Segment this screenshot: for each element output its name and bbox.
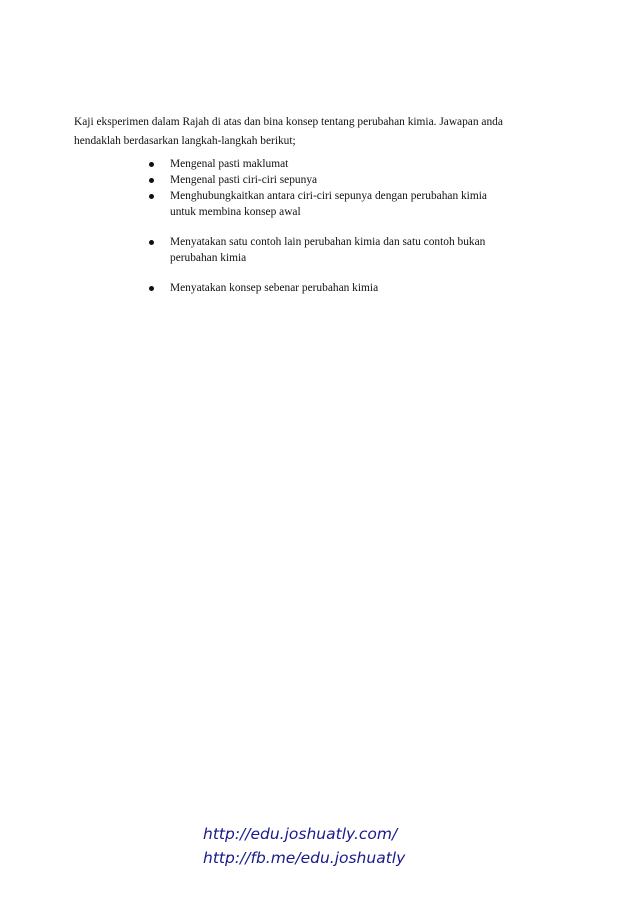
footer-link-website[interactable]: http://edu.joshuatly.com/ xyxy=(203,825,398,843)
bullet-icon xyxy=(149,286,154,291)
bullet-icon xyxy=(149,178,154,183)
footer-links xyxy=(203,822,463,870)
step-text-continued: perubahan kimia xyxy=(170,252,247,264)
step-text: Mengenal pasti ciri-ciri sepunya xyxy=(170,174,318,186)
footer-link-facebook[interactable]: http://fb.me/edu.joshuatly xyxy=(203,849,406,867)
list-item xyxy=(146,280,566,296)
bullet-icon xyxy=(149,162,154,167)
step-text: Menghubungkaitkan antara ciri-ciri sepunya dengan perubahan kimia xyxy=(170,190,487,202)
intro-paragraph xyxy=(74,113,564,151)
step-text: Menyatakan konsep sebenar perubahan kimia xyxy=(170,282,379,294)
bullet-icon xyxy=(149,240,154,245)
step-text: Menyatakan satu contoh lain perubahan kimia dan satu contoh bukan xyxy=(170,236,486,248)
step-text: Mengenal pasti maklumat xyxy=(170,158,289,170)
list-item xyxy=(146,234,566,266)
bullet-icon xyxy=(149,194,154,199)
steps-list xyxy=(146,156,566,296)
step-text-continued: untuk membina konsep awal xyxy=(170,206,301,218)
intro-line-2: hendaklah berdasarkan langkah-langkah berikut; xyxy=(74,135,296,147)
list-item xyxy=(146,156,566,172)
list-item xyxy=(146,188,566,220)
intro-line-1: Kaji eksperimen dalam Rajah di atas dan bina konsep tentang perubahan kimia. Jawapan anda xyxy=(74,116,503,128)
list-item xyxy=(146,172,566,188)
